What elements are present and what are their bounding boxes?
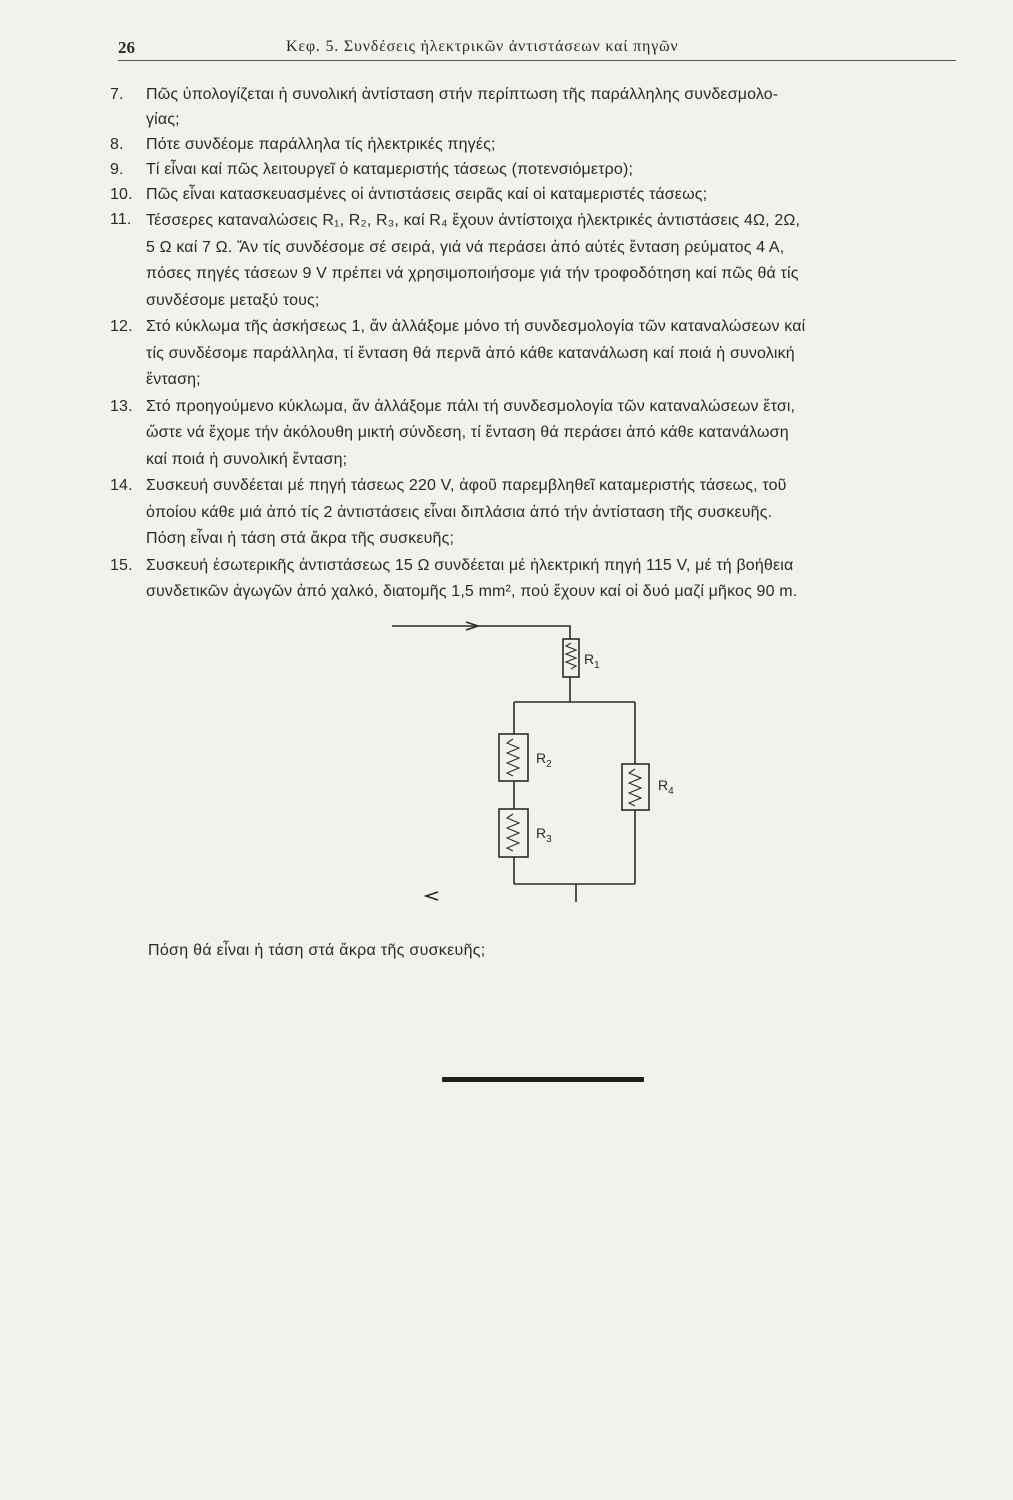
question-line: συνδετικῶν ἀγωγῶν ἀπό χαλκό, διατομῆς 1,5 mm², πού ἔχουν καί οἱ δυό μαζί μῆκος 90 m. [146,583,798,600]
label-r4 [658,777,674,797]
question-line: τίς συνδέσομε παράλληλα, τί ἔνταση θά περνᾶ ἀπό κάθε κατανάλωση καί ποιά ἡ συνολική [146,344,795,362]
label-r4-letter: R [658,777,669,793]
question-line: πόσες πηγές τάσεων 9 V πρέπει νά χρησιμοποιήσομε γιά τήν τροφοδότηση καί πῶς θά τίς [146,265,799,282]
question-line: Τέσσερες καταναλώσεις R₁, R₂, R₃, καί R₄ ἔχουν ἀντίστοιχα ἠλεκτρικές ἀντιστάσεις 4Ω, 2Ω, [146,212,801,229]
resistor-zigzag-r3 [507,814,519,851]
question-line: Πῶς εἶναι κατασκευασμένες οἱ ἀντιστάσεις σειρᾶς καί οἱ καταμεριστές τάσεως; [146,186,708,203]
question-line: ὥστε νά ἔχομε τήν ἀκόλουθη μικτή σύνδεση, τί ἔνταση θά περάσει ἀπό κάθε κατανάλωση [146,424,789,441]
resistor-zigzag-r2 [507,739,519,776]
question-9 [110,157,970,182]
question-number: 15. [110,556,133,574]
question-line: ἔνταση; [146,371,201,388]
page-number: 26 [118,38,135,57]
question-number: 10. [110,186,133,203]
question-line: Τί εἶναι καί πῶς λειτουργεῖ ὁ καταμεριστής τάσεως (ποτενσιόμετρο); [146,161,634,178]
question-11 [110,207,970,314]
question-8 [110,132,970,157]
question-line: Πότε συνδέομε παράλληλα τίς ἠλεκτρικές πηγές; [146,136,496,153]
question-13 [110,394,970,474]
label-r3-letter: R [536,825,547,841]
question-line: Στό προηγούμενο κύκλωμα, ἄν ἀλλάξομε πάλι τή συνδεσμολογία τῶν καταναλώσεων ἔτσι, [146,397,796,415]
circuit-diagram [380,612,710,902]
input-wire [392,626,570,639]
output-wire [400,884,576,902]
question-number: 11. [110,211,132,228]
question-7 [110,82,970,132]
running-title: Κεφ. 5. Συνδέσεις ἠλεκτρικῶν ἀντιστάσεων καί πηγῶν [286,38,679,55]
resistor-r2 [499,734,528,781]
question-number: 13. [110,397,133,415]
question-number: 14. [110,477,133,494]
label-r2 [536,750,552,770]
final-question: Πόση θά εἶναι ἡ τάση στά ἄκρα τῆς συσκευῆς; [148,942,486,959]
question-number: 12. [110,318,133,335]
question-number: 9. [110,161,124,178]
question-line: Πῶς ὑπολογίζεται ἡ συνολική ἀντίσταση στήν περίπτωση τῆς παράλληλης συνδεσμολο- [146,86,779,103]
label-r2-letter: R [536,750,547,766]
label-r4-sub: 4 [668,786,674,797]
question-list [110,82,970,606]
label-r1 [584,651,600,671]
question-line: γίας; [146,111,180,128]
question-line: Συσκευή συνδέεται μέ πηγή τάσεως 220 V, ἀφοῦ παρεμβληθεῖ καταμεριστής τάσεως, τοῦ [146,477,787,494]
question-line: Στό κύκλωμα τῆς ἀσκήσεως 1, ἄν ἀλλάξομε μόνο τή συνδεσμολογία τῶν καταναλώσεων καί [146,318,806,335]
label-r3 [536,825,552,845]
current-arrow-out [426,892,438,900]
page-header [118,36,956,61]
question-15 [110,553,970,606]
end-rule [442,1077,644,1082]
question-line: καί ποιά ἡ συνολική ἔνταση; [146,450,348,468]
resistor-r3 [499,809,528,857]
question-number: 8. [110,136,124,153]
label-r1-letter: R [584,651,595,667]
question-14 [110,473,970,553]
label-r3-sub: 3 [546,834,552,845]
question-10 [110,182,970,207]
question-line: ὁποίου κάθε μιά ἀπό τίς 2 ἀντιστάσεις εἶναι διπλάσια ἀπό τήν ἀντίσταση τῆς συσκευῆς. [146,503,773,521]
resistor-r4 [622,764,649,810]
label-r1-sub: 1 [594,660,600,671]
resistor-zigzag-r4 [629,769,641,806]
question-12 [110,314,970,394]
question-line: Πόση εἶναι ἡ τάση στά ἄκρα τῆς συσκευῆς; [146,530,455,547]
question-line: συνδέσομε μεταξύ τους; [146,291,320,309]
label-r2-sub: 2 [546,759,552,770]
question-line: Συσκευή ἐσωτερικῆς ἀντιστάσεως 15 Ω συνδέεται μέ ἠλεκτρική πηγή 115 V, μέ τή βοήθεια [146,556,794,574]
question-line: 5 Ω καί 7 Ω. Ἄν τίς συνδέσομε σέ σειρά, γιά νά περάσει ἀπό αὐτές ἔνταση ρεύματος 4 Α, [146,238,785,256]
resistor-zigzag-r1 [566,643,576,669]
question-number: 7. [110,86,124,103]
